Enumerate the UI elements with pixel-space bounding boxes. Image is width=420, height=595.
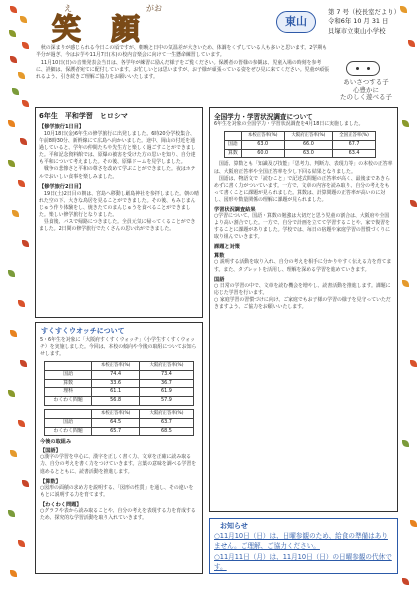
notice-text: ○11月11日（月）は、11月10日（日）の日曜参観の代休です。 <box>214 552 392 571</box>
table-header-row <box>45 362 194 371</box>
table-cell: わくわく問題 <box>45 427 92 436</box>
national-test-table <box>224 131 376 158</box>
national-test-heading: 課題と対策 <box>214 244 240 251</box>
leaf-icon <box>18 420 25 427</box>
national-test-paragraph: ○ 日常の学習の中で、文章を読む機会を増やし、読書活動を推進します。課題に応じた学習を行います。 <box>214 282 391 296</box>
leaf-icon <box>18 180 25 187</box>
table-header: 全国正答率(%) <box>333 132 376 141</box>
national-test-subheading: 算数 <box>214 253 225 260</box>
intro-paragraph: 秋の深まりが感じられる今日この頃ですが、朝晩と日中の気温差が大きいため、体調をくずしている人も多いと思います。2学期も半分が過ぎ、今はお芋や11月7日(木)の校内音楽会に向けて一生懸命練習しています。 <box>36 45 328 59</box>
leaf-icon <box>402 280 409 287</box>
notice-text: ○11月10日（日）は、日曜参観のため、給食の準備はありません。ご理解、ご協力ください。 <box>214 532 388 551</box>
page-title: 笑顔 <box>52 12 171 46</box>
paragraph: 国語は、物語文で「読むこと」で記述式問題の正答率が高く、最後まであきらめずに書く力がついています。一方で、文章の内容を読み取り、自分の考えをもって書くことに課題が見られました。算数は、計算問題の正答率が高いのに対し、図形や数量関係の理解に課題が見られました。 <box>214 175 390 203</box>
sukusuku-paragraph: ○グラフや表から読み取ることや、自分の考えを表現する力を育成するため、探究的な学習活動を取り入れていきます。 <box>40 507 196 521</box>
leaf-icon <box>22 100 29 107</box>
table-cell: 36.7 <box>139 379 193 388</box>
table-row <box>225 149 376 158</box>
leaf-icon <box>8 390 15 397</box>
ruby-1: え <box>64 4 72 13</box>
table-row <box>225 140 376 149</box>
sukusuku-paragraph: ○図形の面積の求め方を説明する、「図形の性質」を通し、その違いをもとに説明する力を育てます。 <box>40 484 194 498</box>
section-sukusuku <box>35 322 203 574</box>
table-cell: 61.9 <box>139 388 193 397</box>
table-cell: 73.4 <box>139 370 193 379</box>
table-row <box>45 427 194 436</box>
day1-paragraph: 10月18日(金)6年生の修学旅行に出発しました。6時20分学校集合、午前8時30分、新幹線にて広島へ向かいました。途中、岡山の付近を通過していると、学年の仲間たちや先生方と楽しく過ごすことができました。平和記念資料館では、原爆の被害を受けた方の思いを知り、自分達も平和について考えました。その後、原爆ドームを見学しました。 <box>39 131 196 166</box>
leaf-icon <box>410 520 417 527</box>
sukusuku-table-a <box>44 361 194 406</box>
table-cell: 算数 <box>45 379 92 388</box>
table-cell: 63.0 <box>284 149 333 158</box>
table-cell: 理科 <box>45 388 92 397</box>
section-title: 6年生 平和学習 ヒロシマ <box>39 112 128 120</box>
leaf-icon <box>22 480 29 487</box>
ruby-2: がお <box>146 4 162 13</box>
smile-icon <box>346 61 380 76</box>
national-test-paragraph <box>214 161 393 175</box>
table-header: 本校正答率(%) <box>92 409 140 418</box>
table-cell: 国語 <box>45 370 92 379</box>
sukusuku-intro: 5・6年生を対象に「大阪府すくすくウォッチ」（小学生すくすくウォッチ）を実施しました。今回は、本校の傾向や今後の取組についてお知らせします。 <box>40 337 197 357</box>
notice-line-1 <box>210 531 397 552</box>
day2-heading: 【修学旅行2日目】 <box>39 183 85 190</box>
leaf-icon <box>20 16 27 23</box>
section-national-test <box>209 107 398 512</box>
leaf-icon <box>20 360 27 367</box>
table-cell: 国語 <box>45 418 92 427</box>
sukusuku-title: すくすくウオッチについて <box>41 327 125 335</box>
leaf-icon <box>18 300 25 307</box>
national-test-paragraph: ○ 家庭学習の習慣づけに向け、ご家庭でもお子様の学習の様子を見守っていただきますよう、ご協力をお願いいたします。 <box>214 296 391 310</box>
table-cell: 63.0 <box>241 140 284 149</box>
leaf-icon <box>10 56 17 63</box>
table-row <box>45 388 194 397</box>
day2-body <box>36 191 202 234</box>
table-header: 大阪府正答率(%) <box>284 132 333 141</box>
day1-body <box>36 131 202 181</box>
table-cell: 68.5 <box>139 427 193 436</box>
motto-widget <box>333 61 399 101</box>
notice-line-2 <box>210 552 397 573</box>
sukusuku-subheading: 【国語】 <box>40 448 61 455</box>
leaf-icon <box>402 440 409 447</box>
leaf-icon <box>12 88 19 95</box>
day1-paragraph: 戦争の悲惨さと平和の尊さを改めて学ぶことができました。夜はホテルでおいしい食事を楽しみました。 <box>39 166 196 180</box>
sukusuku-subheading: 【わくわく問題】 <box>40 501 82 508</box>
leaf-icon <box>9 30 16 37</box>
table-header-row <box>45 409 194 418</box>
table-row <box>45 397 194 406</box>
leaf-icon <box>10 570 17 577</box>
motto-line: 心豊かに <box>353 85 379 94</box>
national-test-paragraph: ○ 説明する活動を取り入れ、自分の考えを相手に分かりやすく伝える力を育てます。また、タブレットを活用し、理解を深める学習を進めていきます。 <box>214 259 392 273</box>
table-cell: 66.0 <box>284 140 333 149</box>
table-header-row <box>225 132 376 141</box>
day1-heading: 【修学旅行1日目】 <box>39 124 85 130</box>
motto-line: あいさつする子 <box>343 78 389 86</box>
leaf-icon <box>22 240 29 247</box>
motto-caption <box>333 79 399 102</box>
leaf-icon <box>8 120 15 127</box>
national-test-paragraph <box>214 176 393 204</box>
motto-line: たのしく遊べる子 <box>340 93 392 101</box>
table-cell: 56.8 <box>92 397 140 406</box>
table-header: 大阪府正答率(%) <box>139 362 193 371</box>
table-header <box>45 409 92 418</box>
school-logo: 東山 <box>276 11 316 33</box>
section-6th-grade <box>35 107 203 318</box>
leaf-icon <box>10 330 17 337</box>
intro-text <box>36 45 330 81</box>
leaf-icon <box>8 160 15 167</box>
table-row <box>45 370 194 379</box>
leaf-icon <box>18 72 25 79</box>
leaf-icon <box>402 120 409 127</box>
issue-date: 令和6年 10 月 31 日 <box>328 17 389 26</box>
table-header <box>45 362 92 371</box>
intro-paragraph: 11月10日(日)の音楽発表会当日は、各学年が練習に励んだ様子をご覧ください。保護者の皆様の参観は、児童入場の時刻を参考に、詳細は、保護者宛てに配付しています。お忙しいとは思いますが、お子様が頑張っている姿をぜひ見に来てください。児童が頑張れるよう、引き続きご理解ご協力をお願いいたします。 <box>36 59 330 81</box>
issue-number: 第 7 号（校長室だより） <box>328 8 401 16</box>
paragraph: 国語、算数とも「知識及び技能」「思考力、判断力、表現力等」の本校の正答率は、大阪府正答率や全国正答率を少し下回る結果となりました。 <box>214 161 393 175</box>
notice-title: お知らせ <box>220 522 248 530</box>
table-cell: 63.4 <box>333 149 376 158</box>
table-cell: 国語 <box>225 140 242 149</box>
table-cell: 67.7 <box>333 140 376 149</box>
leaf-icon <box>10 6 17 13</box>
table-cell: 算数 <box>225 149 242 158</box>
table-cell: 74.4 <box>92 370 140 379</box>
sukusuku-subheading: 【算数】 <box>40 478 61 485</box>
table-cell: 63.7 <box>139 418 193 427</box>
table-header <box>225 132 242 141</box>
leaf-icon <box>408 40 415 47</box>
table-header: 本校正答率(%) <box>92 362 140 371</box>
table-header: 大阪府正答率(%) <box>139 409 193 418</box>
table-row <box>45 379 194 388</box>
table-cell: 57.9 <box>139 397 193 406</box>
day2-paragraph: 19日(土)2日目の朝は、宮島へ移動し厳島神社を参拝しました。朝の晴れた空の下、大きな鳥居を見ることができました。その後、もみじまんじゅう作り体験をし、焼きたてのまんじゅうを食べることができました。楽しい修学旅行となりました。 <box>39 190 199 218</box>
sukusuku-heading: 今後の取組み <box>40 439 72 446</box>
issue-info <box>328 8 414 36</box>
leaf-icon <box>402 578 409 585</box>
leaf-icon <box>22 42 29 49</box>
table-cell: 64.5 <box>92 418 140 427</box>
table-row <box>45 418 194 427</box>
table-cell: わくわく問題 <box>45 397 92 406</box>
leaf-icon <box>410 200 417 207</box>
national-test-paragraph: ○学習について、国語・算数の勉強は大切だと思う児童の割合は、大阪府や全国より高い割合でした。一方で、自分で計画を立てて学習することや、家で復習をすることに課題がありました。学校では、毎日の宿題や家庭学習の習慣づくりに取り組んでいきます。 <box>214 213 391 241</box>
sukusuku-table-b <box>44 409 194 436</box>
leaf-icon <box>8 270 15 277</box>
school-name: 貝塚市立東山小学校 <box>328 26 386 35</box>
national-test-subtitle: 6年生を対象の全国学力・学習状況調査を4月18日に実施しました。 <box>214 121 364 127</box>
table-cell: 60.0 <box>241 149 284 158</box>
leaf-icon <box>10 450 17 457</box>
leaf-icon <box>20 138 27 145</box>
leaf-icon <box>8 510 15 517</box>
table-cell: 61.1 <box>92 388 140 397</box>
notice-box <box>209 518 398 574</box>
national-test-subheading: 国語 <box>214 276 225 283</box>
leaf-icon <box>18 540 25 547</box>
table-header: 本校正答率(%) <box>241 132 284 141</box>
leaf-icon <box>12 210 19 217</box>
table-cell: 65.7 <box>92 427 140 436</box>
leaf-icon <box>410 360 417 367</box>
table-cell: 33.6 <box>92 379 140 388</box>
national-test-heading: 学習状況調査結果 <box>214 207 256 214</box>
national-test-title: 全国学力・学習状況調査について <box>214 113 313 121</box>
sukusuku-paragraph: ○漢字の学習を中心に、漢字を正しく書く力、文章を正確に読み取る力、自分の考えを書く力をつけていきます。言葉の意味を調べる学習を進めるとともに、読書活動を推進します。 <box>40 454 197 475</box>
day2-paragraph: 昼食後、バスで帰路につきました。全員元気に帰ってくることができました。2日間の修学旅行でたくさんの思い出ができました。 <box>39 219 196 233</box>
